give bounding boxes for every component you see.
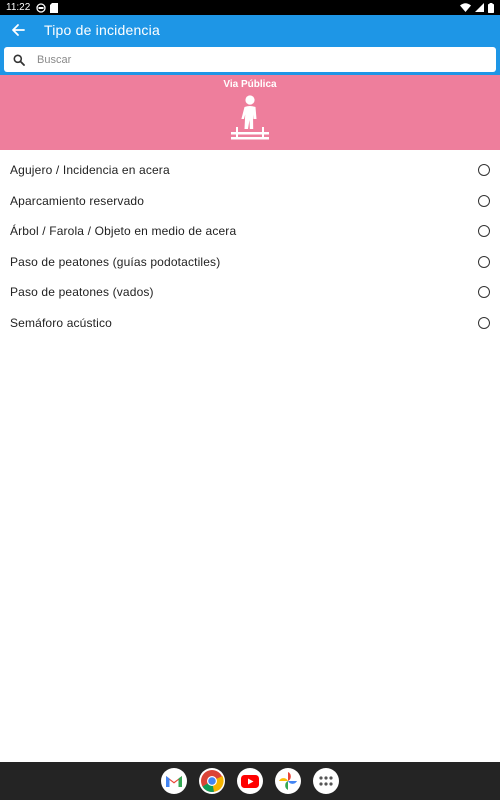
gmail-app[interactable]	[161, 768, 187, 794]
option-label: Paso de peatones (guías podotactiles)	[10, 254, 221, 269]
option-label: Árbol / Farola / Objeto en medio de acera	[10, 224, 237, 239]
photos-icon	[278, 771, 298, 791]
list-item[interactable]	[0, 186, 500, 217]
option-label: Agujero / Incidencia en acera	[10, 163, 170, 178]
search-bar	[0, 45, 500, 75]
category-title: Via Pública	[223, 79, 277, 90]
sync-icon	[36, 3, 46, 13]
radio-button[interactable]	[478, 256, 490, 268]
radio-button[interactable]	[478, 164, 490, 176]
app-drawer-icon	[319, 776, 333, 786]
app-drawer-button[interactable]	[313, 768, 339, 794]
back-button[interactable]	[2, 15, 34, 45]
search-icon	[13, 54, 25, 66]
list-item[interactable]	[0, 247, 500, 278]
status-time: 11:22	[6, 2, 31, 13]
category-banner	[0, 75, 500, 150]
wifi-icon	[460, 3, 471, 12]
list-item[interactable]	[0, 308, 500, 339]
list-item[interactable]	[0, 216, 500, 247]
photos-app[interactable]	[275, 768, 301, 794]
list-item[interactable]	[0, 155, 500, 186]
radio-button[interactable]	[478, 317, 490, 329]
radio-button[interactable]	[478, 195, 490, 207]
list-item[interactable]	[0, 277, 500, 308]
chrome-icon	[200, 769, 224, 793]
option-label: Paso de peatones (vados)	[10, 285, 154, 300]
signal-icon	[475, 3, 484, 12]
radio-button[interactable]	[478, 286, 490, 298]
gmail-icon	[165, 774, 183, 788]
chrome-app[interactable]	[199, 768, 225, 794]
arrow-back-icon	[11, 23, 25, 37]
page-title: Tipo de incidencia	[44, 22, 160, 38]
pedestrian-crossing-icon	[228, 94, 272, 142]
youtube-app[interactable]	[237, 768, 263, 794]
app-bar	[0, 15, 500, 45]
battery-icon	[488, 3, 494, 13]
option-label: Aparcamiento reservado	[10, 193, 145, 208]
option-label: Semáforo acústico	[10, 315, 112, 330]
youtube-icon	[241, 775, 259, 788]
search-input[interactable]	[37, 54, 437, 66]
status-bar	[0, 0, 500, 15]
options-list	[0, 155, 500, 338]
radio-button[interactable]	[478, 225, 490, 237]
sd-card-icon	[50, 3, 58, 13]
dock	[0, 762, 500, 800]
search-box[interactable]	[4, 47, 496, 72]
